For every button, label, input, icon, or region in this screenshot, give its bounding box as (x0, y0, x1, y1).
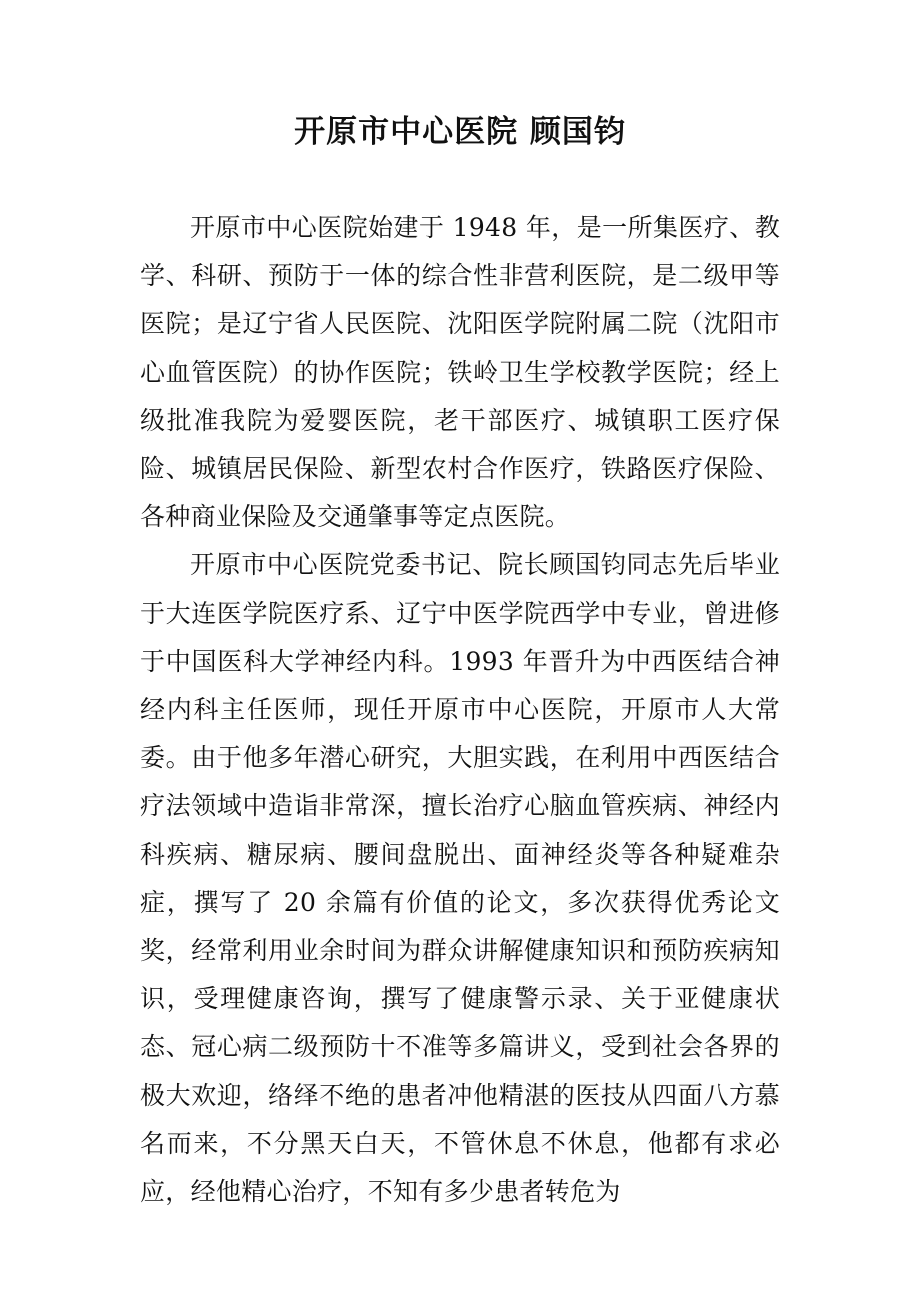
document-body (140, 204, 780, 1216)
paragraph-hospital-intro: 开原市中心医院始建于 1948 年，是一所集医疗、教学、科研、预防于一体的综合性非营利医院，是二级甲等医院；是辽宁省人民医院、沈阳医学院附属二院（沈阳市心血管医院）的协作医院；铁岭卫生学校教学医院；经上级批准我院为爱婴医院，老干部医疗、城镇职工医疗保险、城镇居民保险、新型农村合作医疗，铁路医疗保险、各种商业保险及交通肇事等定点医院。 (140, 213, 780, 532)
document-title: 开原市中心医院 顾国钧 (294, 114, 626, 150)
paragraph-director-bio: 开原市中心医院党委书记、院长顾国钧同志先后毕业于大连医学院医疗系、辽宁中医学院西学中专业，曾进修于中国医科大学神经内科。1993 年晋升为中西医结合神经内科主任医师，现任开原市中心医院，开原市人大常委。由于他多年潜心研究，大胆实践，在利用中西医结合疗法领域中造诣非常深，擅长治疗心脑血管疾病、神经内科疾病、糖尿病、腰间盘脱出、面神经炎等各种疑难杂症，撰写了 20 余篇有价值的论文，多次获得优秀论文奖，经常利用业余时间为群众讲解健康知识和预防疾病知识，受理健康咨询，撰写了健康警示录、关于亚健康状态、冠心病二级预防十不准等多篇讲义，受到社会各界的极大欢迎，络绎不绝的患者冲他精湛的医技从四面八方慕名而来，不分黑天白天，不管休息不休息，他都有求必应，经他精心治疗，不知有多少患者转危为 (140, 550, 780, 1207)
